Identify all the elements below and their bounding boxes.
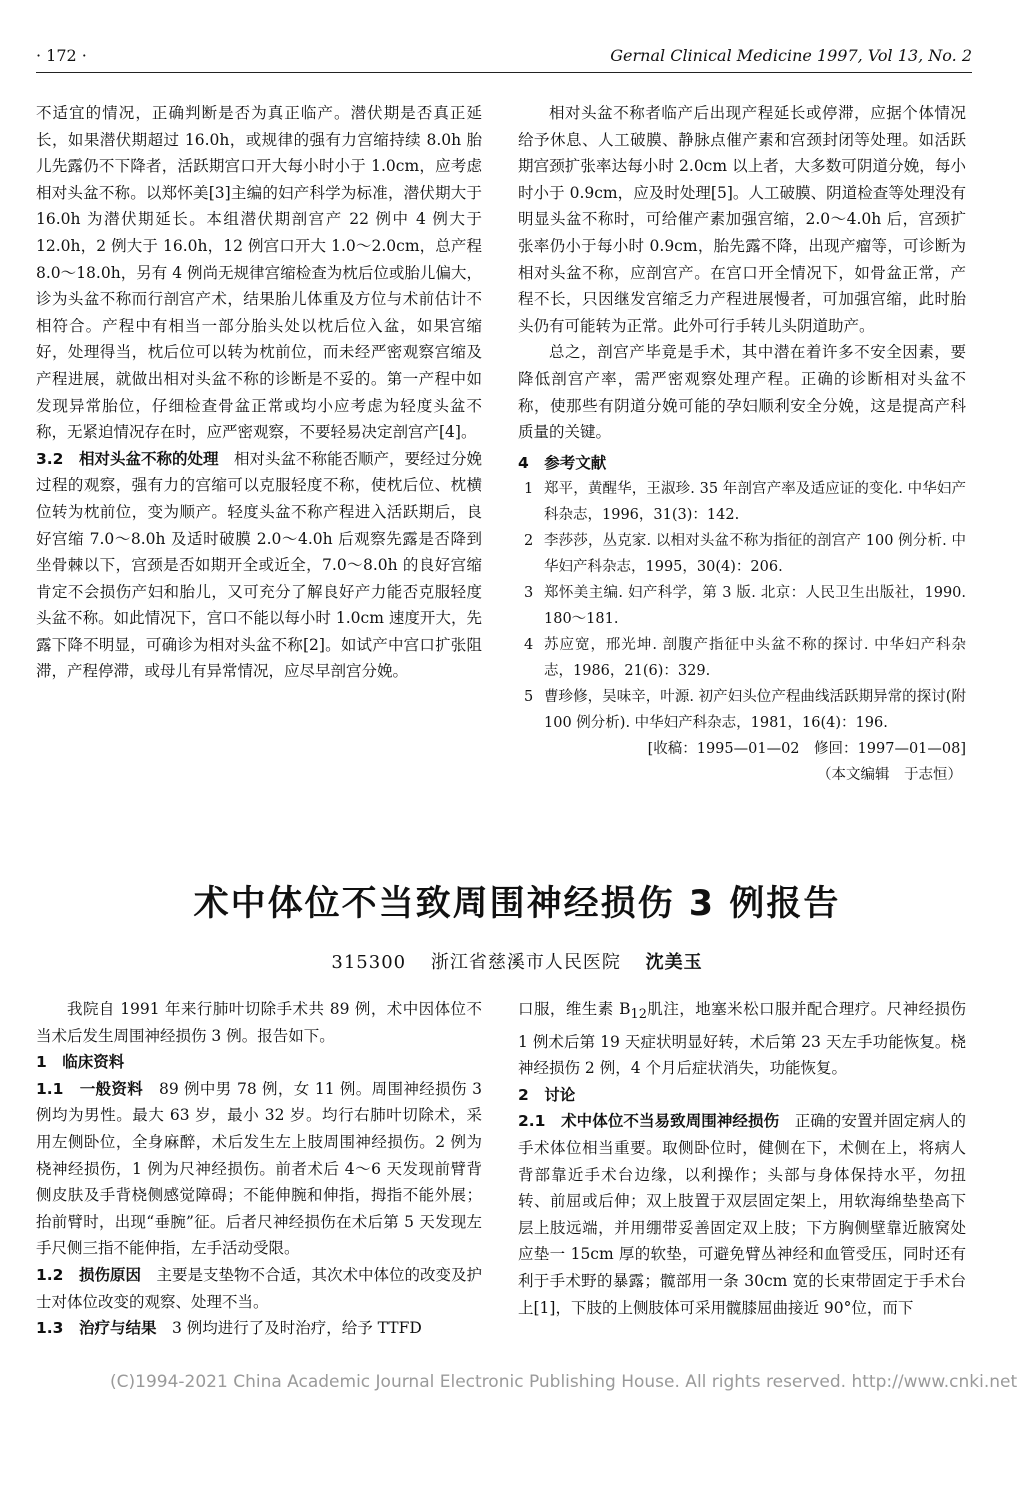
- text-run: 肌注，地塞米松口服并配合理疗。尺神经损伤 1 例术后第 19 天症状明显好转，术后第 23 天左手功能恢复。桡神经损伤 2 例，4 个月后症状消失，功能恢复。: [518, 1000, 966, 1078]
- section-heading: 1 临床资料: [36, 1053, 125, 1072]
- subsection-body: 相对头盆不称能否顺产，要经过分娩过程的观察，强有力的宫缩可以克服轻度不称，使枕后位、枕横位转为枕前位，变为顺产。轻度头盆不称产程进入活跃期后，良好宫缩 7.0～8.0h 及适时破膜 2.0～4.0h 后观察先露是否降到坐骨棘以下，宫颈是否如期开全或近全，7.0～8.0h 的良好宫缩肯定不会损伤产妇和胎儿，又可充分了解良好产力能否克服轻度头盆不称。如此情况下，宫口不能以每小时 1.0cm 速度开大，先露下降不明显，可确诊为相对头盆不称[2]。如试产中宫口扩张阻滞，产程停滞，或母儿有异常情况，应尽早剖宫分娩。: [36, 449, 482, 681]
- reference-text: 郑怀美主编. 妇产科学，第 3 版. 北京：人民卫生出版社，1990. 180～181.: [544, 585, 966, 628]
- reference-number: 4: [524, 637, 534, 654]
- subsection-body: 主要是支垫物不合适，其次术中体位的改变及护士对体位改变的观察、处理不当。: [36, 1265, 482, 1311]
- article-right-column: [518, 996, 966, 1321]
- paragraph: [36, 1076, 482, 1262]
- postcode: 315300: [331, 952, 407, 973]
- author-affiliation: [0, 948, 1034, 974]
- subsection-heading: 1.1 一般资料: [36, 1079, 144, 1098]
- section-heading: 2 讨论: [518, 1085, 576, 1104]
- references-heading: 4 参考文献: [518, 453, 607, 472]
- paragraph: 总之，剖宫产毕竟是手术，其中潜在着许多不安全因素，要降低剖宫产率，需严密观察处理产程。正确的诊断相对头盆不称，使那些有阴道分娩可能的孕妇顺利安全分娩，这是提高产科质量的关键。: [518, 343, 966, 442]
- article-title: 术中体位不当致周围神经损伤 3 例报告: [193, 884, 841, 924]
- copyright-watermark: (C)1994-2021 China Academic Journal Electronic Publishing House. All rights reserved. http://www.cnki.net: [110, 1372, 1018, 1392]
- subsection-heading: 1.3 治疗与结果: [36, 1319, 157, 1338]
- reference-item: [518, 580, 966, 632]
- paragraph: 相对头盆不称者临产后出现产程延长或停滞，应据个体情况给予休息、人工破膜、静脉点催产素和宫颈封闭等处理。如活跃期宫颈扩张率达每小时 2.0cm 以上者，大多数可阴道分娩，每小时小于 0.9cm，应及时处理[5]。人工破膜、阴道检查等处理没有明显头盆不称时，可给催产素加强宫缩，2.0～4.0h 后，宫颈扩张率仍小于每小时 0.9cm，胎先露不降，出现产瘤等，可诊断为相对头盆不称，应剖宫产。在宫口开全情况下，如骨盆正常，产程不长，只因继发宫缩乏力产程进展慢者，可加强宫缩，此时胎头仍有可能转为正常。此外可行手转儿头阴道助产。: [518, 104, 966, 335]
- journal-citation: Gernal Clinical Medicine 1997, Vol 13, No. 2: [610, 46, 972, 65]
- paragraph: [518, 1108, 966, 1321]
- reference-number: 2: [524, 533, 534, 550]
- reference-item: [518, 476, 966, 528]
- subsection-body: 89 例中男 78 例，女 11 例。周围神经损伤 3 例均为男性。最大 63 岁，最小 32 岁。均行右肺叶切除术，采用左侧卧位，全身麻醉，术后发生左上肢周围神经损伤。2 例为桡神经损伤，1 例为尺神经损伤。前者术后 4～6 天发现前臂背侧皮肤及手背桡侧感觉障碍；不能伸腕和伸指，拇指不能外展；抬前臂时，出现“垂腕”征。后者尺神经损伤在术后第 5 天发现左手尺侧三指不能伸指，左手活动受限。: [36, 1079, 482, 1258]
- text-run: 口服，维生素 B: [518, 1000, 631, 1018]
- paragraph: [518, 996, 966, 1082]
- paragraph: [36, 1262, 482, 1315]
- prev-article-right-column: [518, 100, 966, 788]
- running-header: [36, 46, 972, 70]
- subsection-body: 正确的安置并固定病人的手术体位相当重要。取侧卧位时，健侧在下，术侧在上，将病人背部靠近手术台边缘，以利操作；头部与身体保持水平，勿扭转、前屈或后伸；双上肢置于双层固定架上，用软海绵垫垫高下层上肢远端，并用绷带妥善固定双上肢；下方胸侧壁靠近腋窝处应垫一 15cm 厚的软垫，可避免臂丛神经和血管受压，同时还有利于手术野的暴露；髋部用一条 30cm 宽的长束带固定于手术台上[1]，下肢的上侧肢体可采用髋膝屈曲接近 90°位，而下: [518, 1112, 966, 1317]
- reference-item: [518, 684, 966, 736]
- page-number: · 172 ·: [36, 46, 87, 65]
- article-left-column: [36, 996, 482, 1342]
- prev-article-left-column: [36, 100, 482, 685]
- paragraph: 不适宜的情况，正确判断是否为真正临产。潜伏期是否真正延长，如果潜伏期超过 16.0h，或规律的强有力宫缩持续 8.0h 胎儿先露仍不下降者，活跃期宫口开大每小时小于 1.0cm，应考虑相对头盆不称。以郑怀美[3]主编的妇产科学为标准，潜伏期大于 16.0h 为潜伏期延长。本组潜伏期剖宫产 22 例中 4 例大于 12.0h，2 例大于 16.0h，12 例宫口开大 1.0～2.0cm，总产程 8.0～18.0h，另有 4 例尚无规律宫缩检查为枕后位或胎儿偏大，诊为头盆不称而行剖宫产术，结果胎儿体重及方位与术前估计不相符合。产程中有相当一部分胎头处以枕后位入盆，如果宫缩好，处理得当，枕后位可以转为枕前位，而未经严密观察宫缩及产程进展，就做出相对头盆不称的诊断是不妥的。第一产程中如发现异常胎位，仔细检查骨盆正常或均小应考虑为轻度头盆不称，无紧迫情况存在时，应严密观察，不要轻易决定剖宫产[4]。: [36, 104, 482, 442]
- editor-note: （本文编辑 于志恒）: [817, 767, 962, 784]
- subscript: 12: [630, 1007, 647, 1023]
- header-rule: [36, 72, 972, 73]
- reference-item: [518, 632, 966, 684]
- paragraph: 我院自 1991 年来行肺叶切除手术共 89 例，术中因体位不当术后发生周围神经损伤 3 例。报告如下。: [36, 1000, 482, 1045]
- reference-number: 1: [524, 481, 534, 498]
- institution: 浙江省慈溪市人民医院: [430, 952, 621, 973]
- paragraph: [36, 446, 482, 685]
- reference-text: 曹珍修，吴味辛，叶源. 初产妇头位产程曲线活跃期异常的探讨(附 100 例分析). 中华妇产科杂志，1981，16(4)：196.: [544, 689, 966, 732]
- reference-number: 3: [524, 585, 534, 602]
- subsection-heading: 3.2 相对头盆不称的处理: [36, 449, 219, 468]
- author-name: 沈美玉: [645, 952, 703, 973]
- subsection-body: 3 例均进行了及时治疗，给予 TTFD: [156, 1319, 422, 1338]
- received-dates: [收稿：1995—01—02 修回：1997—01—08]: [647, 741, 966, 758]
- subsection-heading: 1.2 损伤原因: [36, 1265, 141, 1284]
- reference-text: 郑平，黄醒华，王淑珍. 35 年剖宫产率及适应证的变化. 中华妇产科杂志，1996，31(3)：142.: [544, 481, 966, 524]
- reference-text: 苏应宽，邢光坤. 剖腹产指征中头盆不称的探讨. 中华妇产科杂志，1986，21(6)：329.: [544, 637, 966, 680]
- reference-text: 李莎莎，丛克家. 以相对头盆不称为指征的剖宫产 100 例分析. 中华妇产科杂志，1995，30(4)：206.: [544, 533, 966, 576]
- reference-number: 5: [524, 689, 534, 706]
- reference-list: [518, 476, 966, 788]
- paragraph: [36, 1315, 482, 1342]
- reference-item: [518, 528, 966, 580]
- subsection-heading: 2.1 术中体位不当易致周围神经损伤: [518, 1112, 780, 1131]
